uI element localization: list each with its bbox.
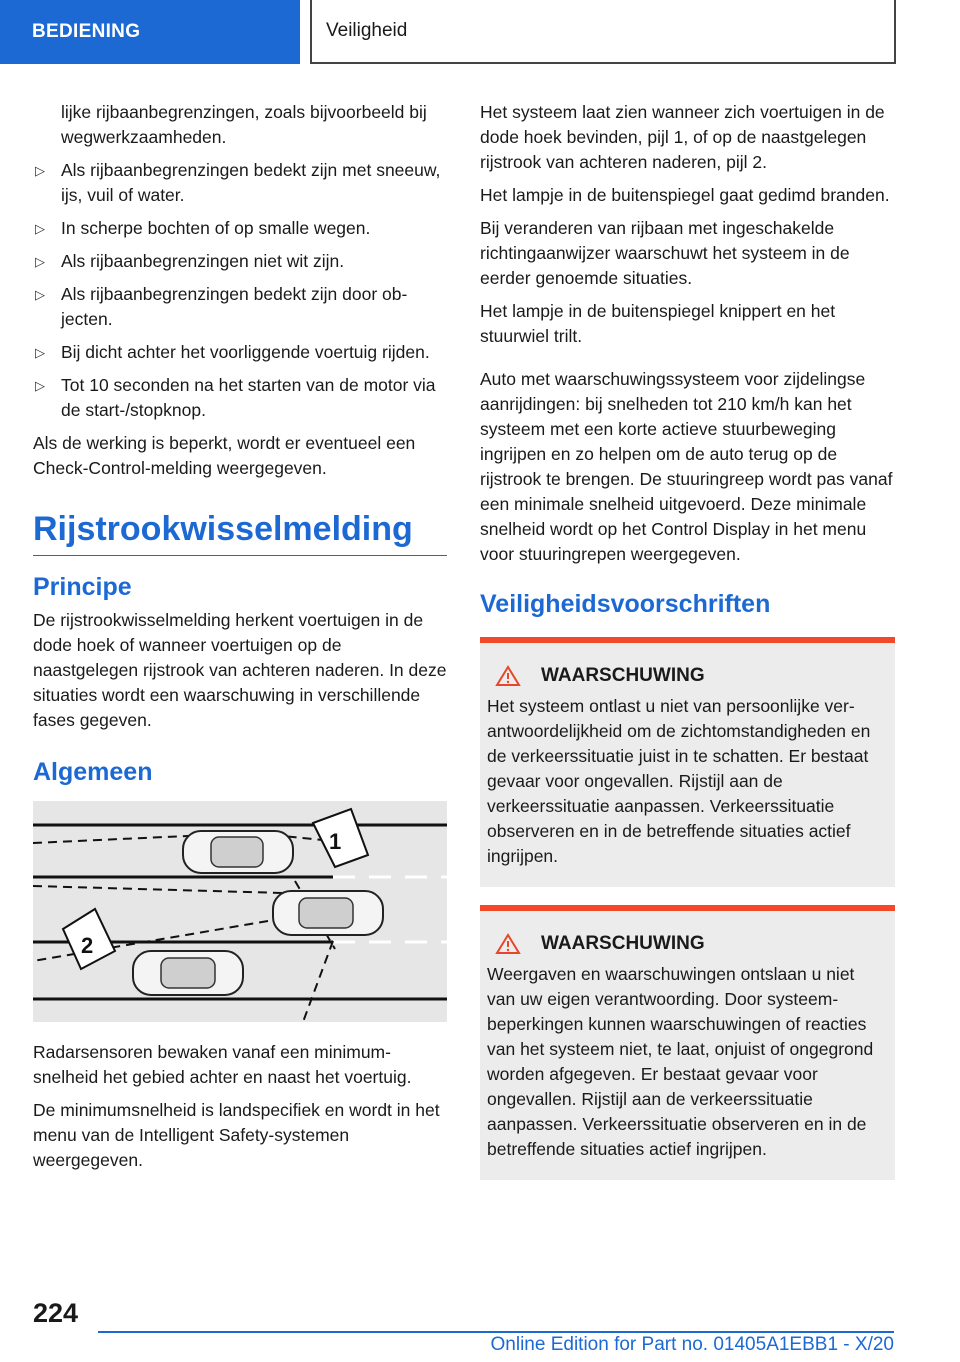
warning-title: WAARSCHUWING [541, 665, 705, 686]
safety-heading: Veiligheidsvoorschriften [480, 590, 771, 618]
paragraph: Auto met waarschuwingssysteem voor zijdelingse aanrijdingen: bij snelheden tot 210 km/h kan het systeem met een korte actieve stuurbeweging ingrijpen en zo helpen om de auto terug op de rijstrook te brengen. De stuuringreep wordt pas vanaf een minimale snelheid uitgevoerd. Deze minimale snelheid wordt op het Control Display in het menu voor stuuringrepen weergegeven. [480, 369, 893, 564]
list-item-continuation: lijke rijbaanbegrenzingen, zoals bijvoorbeeld bij wegwerkzaamheden. [61, 102, 427, 147]
arrow-2-label: 2 [81, 933, 94, 958]
list-item: ▷ Als rijbaanbegrenzingen bedekt zijn door objecten. [35, 284, 408, 329]
triangle-bullet-icon: ▷ [35, 345, 45, 360]
car-icon [183, 831, 293, 873]
warning-title: WAARSCHUWING [541, 933, 705, 954]
section-label: BEDIENING [32, 21, 141, 42]
warning-box [480, 637, 895, 887]
warning-triangle-icon [495, 665, 521, 687]
section-title: Rijstrookwisselmelding [33, 509, 447, 556]
list-item: ▷ In scherpe bochten of op smalle wegen. [33, 216, 447, 241]
list-item: ▷ Tot 10 seconden na het starten van de motor via de start-/stopknop. [35, 375, 436, 420]
paragraph: Bij veranderen van rijbaan met ingeschakelde richtingaanwijzer waarschuwt het systeem in de eerder genoemde situaties. [480, 218, 850, 288]
principle-heading: Principe [33, 573, 132, 601]
lane-change-illustration [33, 801, 447, 1022]
section-tab [0, 0, 300, 64]
topic-label: Veiligheid [326, 20, 408, 41]
right-column [480, 100, 895, 1180]
general-heading: Algemeen [33, 758, 153, 786]
car-icon [133, 951, 243, 995]
triangle-bullet-icon: ▷ [35, 221, 45, 236]
car-icon [273, 891, 383, 935]
left-column [33, 100, 447, 1181]
topic-tab [310, 0, 896, 64]
list-item: ▷ Bij dicht achter het voorliggende voertuig rijden. [33, 340, 447, 365]
triangle-bullet-icon: ▷ [35, 254, 45, 269]
paragraph: Het lampje in de buitenspiegel gaat gedimd branden. [480, 185, 890, 205]
warning-text: Weergaven en waarschuwingen ontslaan u niet van uw eigen verantwoording. Door systeembeperkingen kunnen waarschuwingen of reacties van het systeem niet, te laat, onjuist of ongegrond worden afgegeven. Er bestaat gevaar voor ongevallen. Rijstijl aan de verkeerssituatie aanpassen. Verkeerssituatie observeren en in de betreffende situaties actief ingrijpen. [487, 964, 874, 1159]
warning-text: Het systeem ontlast u niet van persoonlijke verantwoordelijkheid om de zichtomstandigheden en de verkeerssituatie juist in te schatten. Er bestaat gevaar voor ongevallen. Rijstijl aan de verkeerssituatie aanpassen. Verkeerssituatie observeren en in de betreffende situaties actief ingrijpen. [487, 696, 871, 866]
general-text-2: De minimumsnelheid is landspecifiek en wordt in het menu van de Intelligent Safety-systemen weergegeven. [33, 1100, 440, 1170]
triangle-bullet-icon: ▷ [35, 287, 45, 302]
list-item: ▷ Als rijbaanbegrenzingen niet wit zijn. [33, 249, 447, 274]
warning-box [480, 905, 895, 1180]
paragraph: Het systeem laat zien wanneer zich voertuigen in de dode hoek bevinden, pijl 1, of op de naastgelegen rijstrook van achteren naderen, pijl 2. [480, 102, 885, 172]
principle-text: De rijstrookwisselmelding herkent voertuigen in de dode hoek of wanneer voertuigen op de naastgelegen rijstrook van achteren naderen. In deze situaties wordt een waarschuwing in verschillende fases gegeven. [33, 610, 447, 730]
general-text-1: Radarsensoren bewaken vanaf een minimumsnelheid het gebied achter en naast het voertuig. [33, 1042, 412, 1087]
warning-triangle-icon [495, 933, 521, 955]
limited-note: Als de werking is beperkt, wordt er eventueel een Check-Control-melding weergegeven. [33, 433, 416, 478]
triangle-bullet-icon: ▷ [35, 378, 45, 393]
footer-divider [98, 1331, 894, 1333]
page-number: 224 [33, 1298, 79, 1328]
footer-edition: Online Edition for Part no. 01405A1EBB1 - X/20 [490, 1334, 894, 1355]
list-item: ▷ Als rijbaanbegrenzingen bedekt zijn met sneeuw, ijs, vuil of water. [35, 160, 441, 205]
triangle-bullet-icon: ▷ [35, 163, 45, 178]
paragraph: Het lampje in de buitenspiegel knippert en het stuurwiel trilt. [480, 301, 836, 346]
arrow-1-label: 1 [329, 829, 342, 854]
